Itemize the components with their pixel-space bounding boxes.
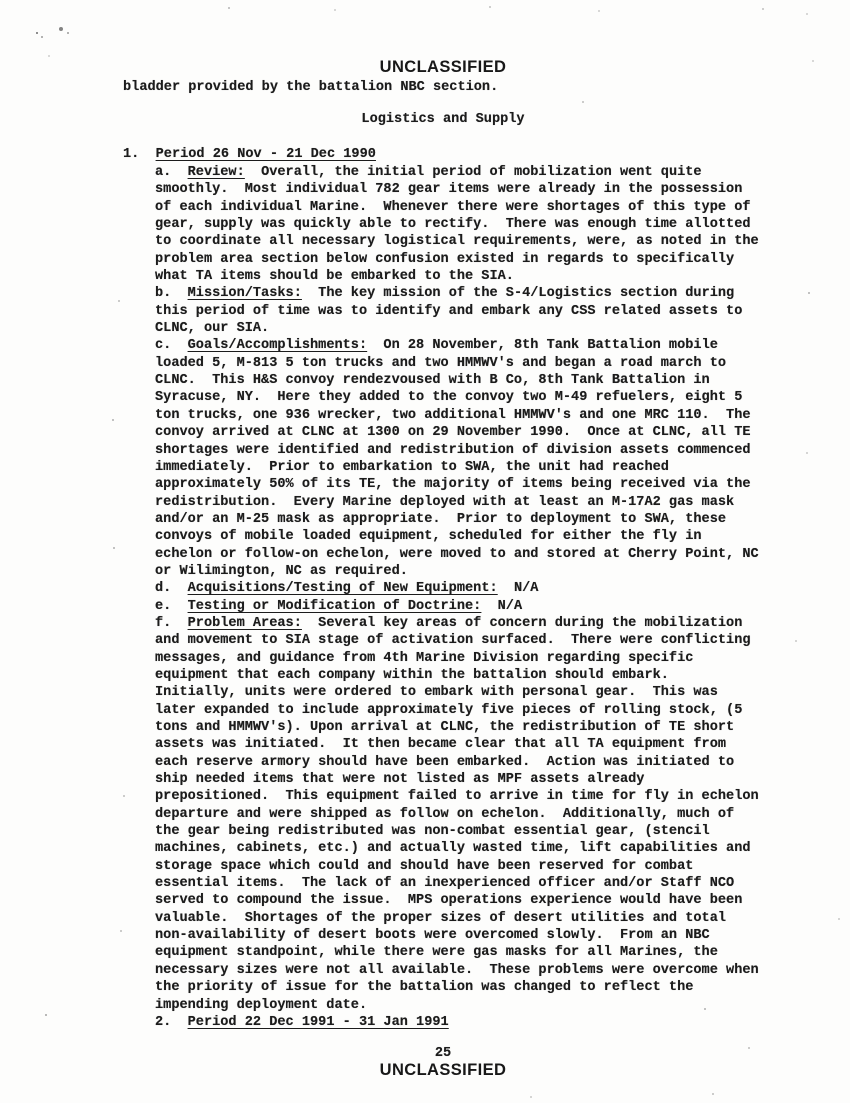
subsection-f: [155, 615, 767, 1014]
subsection-f-text: Several key areas of concern during the mobilization and movement to SIA stage of activation surfaced. There were conflicting messages, and guidance from 4th Marine Division regarding specific equipment that each company within the battalion should embark. Initially, units were ordered to embark with personal gear. This was later expanded to include approximately five pieces of rolling stock, (5 tons and HMMWV's). Upon arrival at CLNC, the redistribution of TE short assets was initiated. It then became clear that all TA equipment from each reserve armory should have been embarked. Action was initiated to ship needed items that were not listed as MPF assets already prepositioned. This equipment failed to arrive in time for fly in echelon departure and were shipped as follow on echelon. Additionally, much of the gear being redistributed was non-combat essential gear, (stencil machines, cabinets, etc.) and actually wasted time, lift capabilities and storage space which could and should have been reserved for combat essential items. The lack of an inexperienced officer and/or Staff NCO served to compound the issue. MPS operations experience would have been valuable. Shortages of the proper sizes of desert utilities and total non-availability of desert boots were overcomed slowly. From an NBC equipment standpoint, while there were gas masks for all Marines, the necessary sizes were not all available. These problems were overcome when the priority of issue for the battalion was changed to reflect the impending deployment date.: [155, 615, 767, 1013]
subsection-a-letter: a.: [155, 165, 172, 180]
subsection-c-text: On 28 November, 8th Tank Battalion mobile loaded 5, M-813 5 ton trucks and two HMMWV's and began a road march to CLNC. This H&S convoy rendezvoused with B Co, 8th Tank Battalion in Syracuse, NY. Here they added to the convoy two M-49 refuelers, eight 5 ton trucks, one 936 wrecker, two additional HMMWV's and one MRC 110. The convoy arrived at CLNC at 1300 on 29 November 1990. Once at CLNC, all TE shortages were identified and redistribution of division assets commenced immediately. Prior to embarkation to SWA, the unit had reached approximately 50% of its TE, the majority of items being received via the redistribution. Every Marine deployed with at least an M-17A2 gas mask and/or an M-25 mask as appropriate. Prior to deployment to SWA, these convoys of mobile loaded equipment, scheduled for either the fly in echelon or follow-on echelon, were moved to and stored at Cherry Point, NC or Wilimington, NC as required.: [155, 338, 767, 579]
item-1-number: 1.: [123, 147, 140, 162]
subsection-d-letter: d.: [155, 581, 172, 597]
classification-footer: UNCLASSIFIED: [379, 1061, 507, 1079]
subsection-e-text: N/A: [497, 598, 523, 614]
subsection-c-heading: Goals/Accomplishments:: [187, 338, 368, 354]
page-number: 25: [434, 1046, 452, 1061]
classification-header: UNCLASSIFIED: [379, 58, 507, 76]
subsection-c-letter: c.: [155, 338, 172, 354]
subsection-b-letter: b.: [155, 286, 172, 302]
subsection-a: [155, 164, 767, 285]
item-1-line: [123, 146, 763, 163]
subsection-f-heading: Problem Areas:: [187, 615, 302, 631]
subsection-f-letter: f.: [155, 615, 172, 631]
subsection-a-heading: Review:: [187, 165, 245, 180]
item-1-title: Period 26 Nov - 21 Dec 1990: [155, 147, 376, 162]
subsection-e: [155, 598, 762, 615]
scan-noise-specks: [0, 0, 2, 2]
subsection-c: [155, 337, 767, 580]
report-body: [155, 164, 767, 1031]
subsection-b-heading: Mission/Tasks:: [187, 286, 302, 302]
subsection-d-heading: Acquisitions/Testing of New Equipment:: [187, 581, 498, 597]
item-2-number: 2.: [155, 1014, 172, 1030]
note-line: bladder provided by the battalion NBC section.: [123, 80, 499, 95]
subsection-e-heading: Testing or Modification of Doctrine:: [187, 598, 482, 614]
subsection-a-text: Overall, the initial period of mobilization went quite smoothly. Most individual 782 gear items were already in the possession of each individual Marine. Whenever there were shortages of this type of gear, supply was quickly able to rectify. There was enough time allotted to coordinate all necessary logistical requirements, were, as noted in the problem area section below confusion existed in regards to specifically what TA items should be embarked to the SIA.: [155, 165, 767, 285]
subsection-b: [155, 285, 762, 337]
section-title: Logistics and Supply: [361, 112, 525, 127]
subsection-b-text: The key mission of the S-4/Logistics section during this period of time was to identify and embark any CSS related assets to CLNC, our SIA.: [155, 286, 751, 337]
item-2-title: Period 22 Dec 1991 - 31 Jan 1991: [187, 1014, 449, 1030]
item-2-line: [155, 1014, 762, 1031]
subsection-d-text: N/A: [513, 581, 539, 597]
subsection-d: [155, 580, 762, 597]
subsection-e-letter: e.: [155, 598, 172, 614]
